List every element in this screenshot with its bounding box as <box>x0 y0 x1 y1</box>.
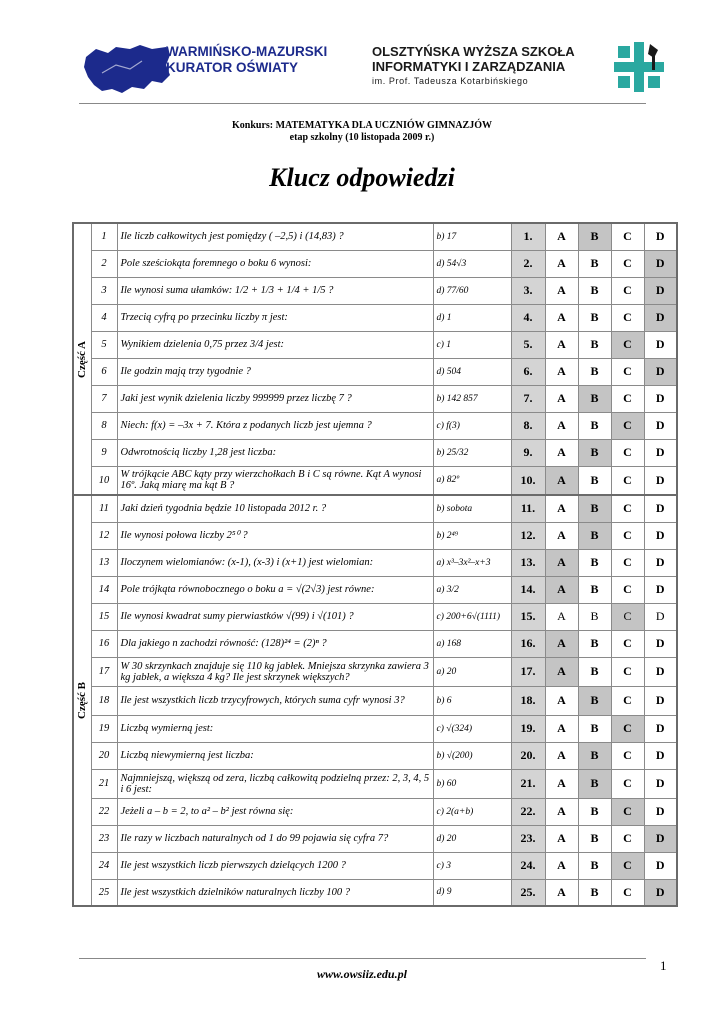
table-row <box>73 277 677 304</box>
table-row <box>73 358 677 385</box>
option-b-correct: B <box>578 439 611 466</box>
answer-key-label: 2. <box>511 250 545 277</box>
table-row <box>73 495 677 522</box>
section-cell <box>73 495 91 906</box>
answer-key-label: 4. <box>511 304 545 331</box>
option-a: A <box>545 358 578 385</box>
table-row <box>73 852 677 879</box>
option-a: A <box>545 522 578 549</box>
table-row <box>73 522 677 549</box>
option-a: A <box>545 852 578 879</box>
option-a: A <box>545 742 578 769</box>
option-b: B <box>578 879 611 906</box>
answer-text: b) 25/32 <box>433 439 511 466</box>
kurator-line1: WARMIŃSKO-MAZURSKI <box>166 44 328 59</box>
page-number: 1 <box>660 958 667 973</box>
option-b: B <box>578 715 611 742</box>
option-d: D <box>644 798 677 825</box>
table-row <box>73 466 677 495</box>
option-d: D <box>644 223 677 250</box>
option-b: B <box>578 250 611 277</box>
school-logo <box>612 40 666 94</box>
answer-text: c) 200+6√(1111) <box>433 603 511 630</box>
option-d: D <box>644 742 677 769</box>
option-a-correct: A <box>545 466 578 495</box>
question-text: Najmniejszą, większą od zera, liczbą całkowitą podzielną przez: 2, 3, 4, 5 i 6 jest: <box>117 769 433 798</box>
option-b: B <box>578 412 611 439</box>
voivodeship-map-logo <box>82 43 172 95</box>
question-text: Ile jest wszystkich liczb pierwszych dzielących 1200 ? <box>117 852 433 879</box>
answer-key-label: 17. <box>511 657 545 686</box>
option-c: C <box>611 825 644 852</box>
question-number: 11 <box>91 495 117 522</box>
answer-text: b) 2⁴⁹ <box>433 522 511 549</box>
option-b: B <box>578 576 611 603</box>
table-row <box>73 439 677 466</box>
table-row <box>73 657 677 686</box>
question-text: Dla jakiego n zachodzi równość: (128)²⁴ = (2)ⁿ ? <box>117 630 433 657</box>
table-row <box>73 825 677 852</box>
option-a: A <box>545 603 578 630</box>
option-c: C <box>611 466 644 495</box>
option-c: C <box>611 686 644 715</box>
option-d: D <box>644 466 677 495</box>
option-c: C <box>611 522 644 549</box>
section-label: Część B <box>76 682 89 719</box>
option-d: D <box>644 439 677 466</box>
option-a: A <box>545 715 578 742</box>
option-a-correct: A <box>545 576 578 603</box>
option-b-correct: B <box>578 385 611 412</box>
option-d: D <box>644 412 677 439</box>
option-a-correct: A <box>545 657 578 686</box>
table-row <box>73 576 677 603</box>
option-c: C <box>611 657 644 686</box>
answer-key-label: 20. <box>511 742 545 769</box>
option-b: B <box>578 603 611 630</box>
answer-text: d) 20 <box>433 825 511 852</box>
question-text: Jaki dzień tygodnia będzie 10 listopada 2012 r. ? <box>117 495 433 522</box>
option-c: C <box>611 439 644 466</box>
table-row <box>73 250 677 277</box>
option-a: A <box>545 495 578 522</box>
option-b: B <box>578 798 611 825</box>
option-d: D <box>644 657 677 686</box>
option-c: C <box>611 223 644 250</box>
table-row <box>73 549 677 576</box>
answer-text: b) 60 <box>433 769 511 798</box>
answer-key-label: 6. <box>511 358 545 385</box>
answer-key-label: 10. <box>511 466 545 495</box>
question-number: 14 <box>91 576 117 603</box>
question-text: Odwrotnością liczby 1,28 jest liczba: <box>117 439 433 466</box>
answer-text: c) 2(a+b) <box>433 798 511 825</box>
answer-text: b) 142 857 <box>433 385 511 412</box>
answer-text: c) 1 <box>433 331 511 358</box>
option-d: D <box>644 686 677 715</box>
option-c-correct: C <box>611 798 644 825</box>
school-name <box>372 44 575 88</box>
option-d: D <box>644 630 677 657</box>
school-line3: im. Prof. Tadeusza Kotarbińskiego <box>372 76 529 86</box>
option-b: B <box>578 466 611 495</box>
question-text: Ile razy w liczbach naturalnych od 1 do 99 pojawia się cyfra 7? <box>117 825 433 852</box>
option-c: C <box>611 630 644 657</box>
question-number: 20 <box>91 742 117 769</box>
option-d: D <box>644 549 677 576</box>
question-number: 19 <box>91 715 117 742</box>
question-number: 13 <box>91 549 117 576</box>
option-c-correct: C <box>611 412 644 439</box>
option-a: A <box>545 439 578 466</box>
question-text: Ile wynosi kwadrat sumy pierwiastków √(99) i √(101) ? <box>117 603 433 630</box>
answer-key-label: 11. <box>511 495 545 522</box>
answer-text: d) 9 <box>433 879 511 906</box>
question-number: 3 <box>91 277 117 304</box>
option-b-correct: B <box>578 742 611 769</box>
option-c: C <box>611 576 644 603</box>
answer-key-table <box>72 222 678 907</box>
option-d: D <box>644 495 677 522</box>
answer-text: a) 82º <box>433 466 511 495</box>
table-row <box>73 223 677 250</box>
contest-name: Konkurs: MATEMATYKA DLA UCZNIÓW GIMNAZJÓW <box>231 120 493 131</box>
option-c-correct: C <box>611 852 644 879</box>
option-c: C <box>611 304 644 331</box>
answer-text: b) sobota <box>433 495 511 522</box>
option-d-correct: D <box>644 879 677 906</box>
option-b: B <box>578 331 611 358</box>
question-number: 24 <box>91 852 117 879</box>
answer-key-label: 14. <box>511 576 545 603</box>
option-c: C <box>611 549 644 576</box>
option-d: D <box>644 769 677 798</box>
answer-text: a) 20 <box>433 657 511 686</box>
question-number: 4 <box>91 304 117 331</box>
option-a: A <box>545 223 578 250</box>
answer-key-label: 16. <box>511 630 545 657</box>
option-b: B <box>578 852 611 879</box>
question-text: W 30 skrzynkach znajduje się 110 kg jabłek. Mniejsza skrzynka zawiera 3 kg jabłek, a większa 4 kg? Ile jest skrzynek większych? <box>117 657 433 686</box>
kurator-name <box>166 44 327 76</box>
option-d-correct: D <box>644 825 677 852</box>
option-c: C <box>611 358 644 385</box>
table-row <box>73 742 677 769</box>
question-text: Ile jest wszystkich liczb trzycyfrowych, których suma cyfr wynosi 3? <box>117 686 433 715</box>
option-d: D <box>644 331 677 358</box>
option-b: B <box>578 549 611 576</box>
question-number: 10 <box>91 466 117 495</box>
question-text: Wynikiem dzielenia 0,75 przez 3/4 jest: <box>117 331 433 358</box>
answer-key-label: 13. <box>511 549 545 576</box>
table-row <box>73 331 677 358</box>
answer-key-label: 19. <box>511 715 545 742</box>
question-number: 17 <box>91 657 117 686</box>
table-row <box>73 715 677 742</box>
option-d-correct: D <box>644 358 677 385</box>
option-d-correct: D <box>644 277 677 304</box>
option-b: B <box>578 630 611 657</box>
option-b-correct: B <box>578 522 611 549</box>
option-d: D <box>644 603 677 630</box>
school-line2: INFORMATYKI I ZARZĄDZANIA <box>372 59 566 74</box>
question-text: Jeżeli a – b = 2, to a² – b² jest równa się: <box>117 798 433 825</box>
question-number: 9 <box>91 439 117 466</box>
question-text: Ile godzin mają trzy tygodnie ? <box>117 358 433 385</box>
question-number: 7 <box>91 385 117 412</box>
answer-key-label: 12. <box>511 522 545 549</box>
option-a: A <box>545 769 578 798</box>
option-a: A <box>545 798 578 825</box>
option-c-correct: C <box>611 715 644 742</box>
answer-text: c) √(324) <box>433 715 511 742</box>
footer-divider <box>79 958 646 959</box>
question-number: 15 <box>91 603 117 630</box>
answer-key-label: 25. <box>511 879 545 906</box>
answer-text: b) 6 <box>433 686 511 715</box>
table-row <box>73 686 677 715</box>
question-text: Niech: f(x) = –3x + 7. Która z podanych liczb jest ujemna ? <box>117 412 433 439</box>
table-row <box>73 769 677 798</box>
table-row <box>73 798 677 825</box>
question-number: 25 <box>91 879 117 906</box>
answer-key-label: 7. <box>511 385 545 412</box>
option-a: A <box>545 385 578 412</box>
option-b-correct: B <box>578 686 611 715</box>
option-a: A <box>545 277 578 304</box>
question-text: W trójkącie ABC kąty przy wierzchołkach B i C są równe. Kąt A wynosi 16º. Jaką miarę ma kąt B ? <box>117 466 433 495</box>
answer-text: a) 3/2 <box>433 576 511 603</box>
option-b-correct: B <box>578 769 611 798</box>
question-number: 18 <box>91 686 117 715</box>
option-c: C <box>611 250 644 277</box>
option-c: C <box>611 385 644 412</box>
answer-key-label: 9. <box>511 439 545 466</box>
option-c: C <box>611 769 644 798</box>
section-label: Część A <box>76 340 89 378</box>
question-text: Liczbą niewymierną jest liczba: <box>117 742 433 769</box>
answer-key-label: 18. <box>511 686 545 715</box>
question-text: Ile wynosi połowa liczby 2⁵⁰ ? <box>117 522 433 549</box>
table-row <box>73 630 677 657</box>
table-row <box>73 879 677 906</box>
answer-text: d) 77/60 <box>433 277 511 304</box>
option-d: D <box>644 576 677 603</box>
answer-text: a) x³–3x²–x+3 <box>433 549 511 576</box>
table-row <box>73 385 677 412</box>
question-number: 5 <box>91 331 117 358</box>
question-text: Liczbą wymierną jest: <box>117 715 433 742</box>
question-number: 2 <box>91 250 117 277</box>
table-row <box>73 603 677 630</box>
question-number: 12 <box>91 522 117 549</box>
option-d: D <box>644 385 677 412</box>
answer-text: a) 168 <box>433 630 511 657</box>
option-b: B <box>578 358 611 385</box>
option-b-correct: B <box>578 223 611 250</box>
question-text: Ile wynosi suma ułamków: 1/2 + 1/3 + 1/4 + 1/5 ? <box>117 277 433 304</box>
header-divider <box>79 103 646 104</box>
answer-key-label: 23. <box>511 825 545 852</box>
contest-stage: etap szkolny (10 listopada 2009 r.) <box>289 132 435 143</box>
question-number: 23 <box>91 825 117 852</box>
option-a-correct: A <box>545 630 578 657</box>
option-c-correct: C <box>611 331 644 358</box>
option-d: D <box>644 522 677 549</box>
option-a: A <box>545 331 578 358</box>
footer-url: www.owsiiz.edu.pl <box>317 967 407 981</box>
answer-text: d) 504 <box>433 358 511 385</box>
option-c: C <box>611 879 644 906</box>
answer-text: d) 1 <box>433 304 511 331</box>
question-text: Pole sześciokąta foremnego o boku 6 wynosi: <box>117 250 433 277</box>
option-d-correct: D <box>644 304 677 331</box>
question-number: 8 <box>91 412 117 439</box>
kurator-line2: KURATOR OŚWIATY <box>166 60 298 75</box>
page-title: Klucz odpowiedzi <box>269 163 455 192</box>
question-number: 6 <box>91 358 117 385</box>
question-text: Pole trójkąta równobocznego o boku a = √(2√3) jest równe: <box>117 576 433 603</box>
answer-text: b) 17 <box>433 223 511 250</box>
answer-key-label: 22. <box>511 798 545 825</box>
answer-text: c) f(3) <box>433 412 511 439</box>
option-d-correct: D <box>644 250 677 277</box>
question-text: Trzecią cyfrą po przecinku liczby π jest: <box>117 304 433 331</box>
answer-text: b) √(200) <box>433 742 511 769</box>
option-c-correct: C <box>611 603 644 630</box>
table-row <box>73 412 677 439</box>
option-c: C <box>611 277 644 304</box>
answer-key-label: 15. <box>511 603 545 630</box>
option-d: D <box>644 715 677 742</box>
section-cell <box>73 223 91 495</box>
answer-key-label: 1. <box>511 223 545 250</box>
school-line1: OLSZTYŃSKA WYŻSZA SZKOŁA <box>372 44 575 59</box>
option-b: B <box>578 825 611 852</box>
option-c: C <box>611 495 644 522</box>
answer-key-label: 21. <box>511 769 545 798</box>
answer-text: d) 54√3 <box>433 250 511 277</box>
answer-key-label: 3. <box>511 277 545 304</box>
option-a: A <box>545 304 578 331</box>
option-a: A <box>545 250 578 277</box>
question-number: 16 <box>91 630 117 657</box>
option-a: A <box>545 825 578 852</box>
option-b: B <box>578 277 611 304</box>
option-a: A <box>545 412 578 439</box>
question-text: Ile jest wszystkich dzielników naturalnych liczby 100 ? <box>117 879 433 906</box>
option-a: A <box>545 686 578 715</box>
answer-key-label: 5. <box>511 331 545 358</box>
option-d: D <box>644 852 677 879</box>
question-text: Iloczynem wielomianów: (x-1), (x-3) i (x+1) jest wielomian: <box>117 549 433 576</box>
option-a: A <box>545 879 578 906</box>
option-b-correct: B <box>578 495 611 522</box>
option-a-correct: A <box>545 549 578 576</box>
answer-key-body <box>73 223 677 906</box>
question-number: 21 <box>91 769 117 798</box>
option-b: B <box>578 304 611 331</box>
answer-text: c) 3 <box>433 852 511 879</box>
answer-key-label: 24. <box>511 852 545 879</box>
option-c: C <box>611 742 644 769</box>
question-text: Ile liczb całkowitych jest pomiędzy ( –2,5) i (14,83) ? <box>117 223 433 250</box>
question-number: 1 <box>91 223 117 250</box>
question-text: Jaki jest wynik dzielenia liczby 999999 przez liczbę 7 ? <box>117 385 433 412</box>
question-number: 22 <box>91 798 117 825</box>
answer-key-label: 8. <box>511 412 545 439</box>
option-b: B <box>578 657 611 686</box>
table-row <box>73 304 677 331</box>
